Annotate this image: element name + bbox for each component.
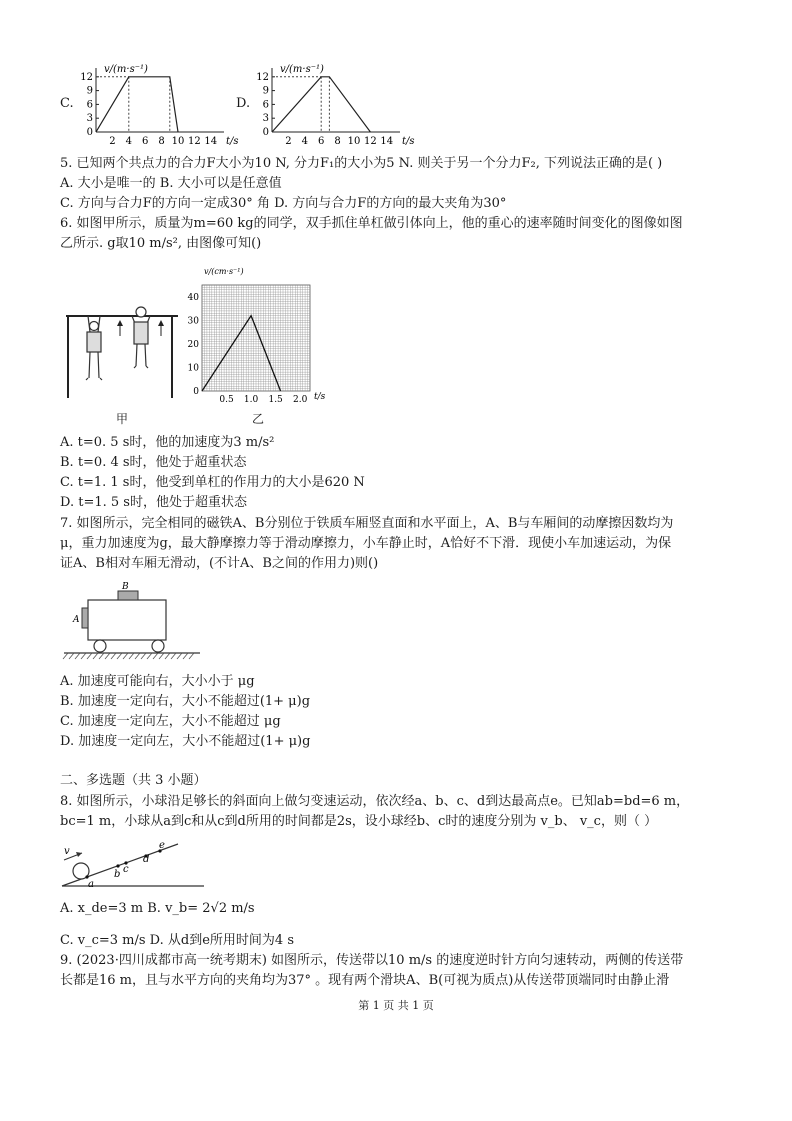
q7-stem-3: 证A、B相对车厢无滑动，(不计A、B之间的作用力)则(): [60, 556, 379, 571]
incline-label-v: v: [64, 846, 70, 857]
q6-option-c: C. t=1. 1 s时，他受到单杠的作用力的大小是620 N: [60, 475, 365, 490]
graph-c-xtick: 6: [142, 136, 149, 147]
ground-hatch-line: [135, 653, 140, 659]
q7-option-c: C. 加速度一定向左，大小不能超过 μg: [60, 714, 281, 729]
q6-option-d: D. t=1. 5 s时，他处于超重状态: [60, 495, 247, 510]
graph-d-xlabel: t/s: [402, 136, 415, 147]
option-c-label: C.: [60, 96, 74, 111]
q6-xtick: 2.0: [293, 395, 308, 405]
graph-d-xtick: 2: [285, 136, 292, 147]
graph-d-xtick: 12: [364, 136, 377, 147]
q5-stem: 5. 已知两个共点力的合力F大小为10 N, 分力F₁的大小为5 N. 则关于另一个分力F₂, 下列说法正确的是( ): [60, 156, 663, 171]
q7-option-b: B. 加速度一定向右，大小不能超过(1+ μ)g: [60, 694, 311, 709]
ground-hatch-line: [129, 653, 134, 659]
graph-c-ytick: 6: [86, 99, 93, 111]
q8-stem-1: 8. 如图所示，小球沿足够长的斜面向上做匀变速运动，依次经a、b、c、d到达最高点e。已知ab=bd=6 m，: [60, 794, 690, 809]
graph-d-xtick: 8: [334, 136, 341, 147]
ground-hatch-line: [99, 653, 104, 659]
graph-c-ytick: 12: [80, 71, 93, 83]
graph-c-xtick: 12: [188, 136, 201, 147]
q6-vt-graph: [186, 265, 336, 420]
ground-hatch-line: [111, 653, 116, 659]
q5-options-cd: C. 方向与合力F的方向一定成30° 角 D. 方向与合力F的方向的最大夹角为30°: [60, 196, 507, 211]
graph-d-ytick: 6: [262, 99, 269, 111]
q7-option-d: D. 加速度一定向左，大小不能超过(1+ μ)g: [60, 734, 311, 749]
section-heading-multi-choice: 二、多选题（共 3 小题）: [60, 773, 207, 788]
graph-c-line: [96, 77, 178, 132]
q8-options-ab: A. x_de=3 m B. v_b= 2√2 m/s: [60, 901, 255, 916]
graph-d-xtick: 10: [347, 136, 361, 147]
ground-hatch-line: [171, 653, 176, 659]
ground-hatch-line: [81, 653, 86, 659]
graph-c-xtick: 10: [171, 136, 185, 147]
q8-stem-2: bc=1 m，小球从a到c和从c到d所用的时间都是2s，设小球经b、c时的速度分别为 v_b、 v_c，则（ ）: [60, 814, 658, 829]
graph-d-ytick: 0: [262, 127, 269, 138]
graph-c-ylabel: v/(m·s⁻¹): [104, 64, 148, 75]
incline-label-c: c: [123, 864, 129, 875]
graph-d-xtick: 6: [318, 136, 325, 147]
ground-hatch-line: [183, 653, 188, 659]
graph-d-ytick: 9: [262, 85, 269, 97]
q6-ytick: 20: [187, 339, 199, 350]
q6-ytick: 30: [187, 316, 199, 327]
graph-c-xtick: 14: [204, 136, 218, 147]
q6-ytick: 10: [187, 363, 199, 374]
velocity-graph-c: [80, 58, 260, 150]
option-d-label: D.: [236, 96, 251, 111]
q9-stem-1: 9. (2023·四川成都市高一统考期末) 如图所示，传送带以10 m/s 的速度逆时针方向匀速转动，两侧的传送带: [60, 953, 684, 968]
figure-yi-caption: 乙: [252, 412, 265, 426]
q7-option-a: A. 加速度可能向右，大小小于 μg: [60, 674, 255, 689]
ground-hatch-line: [75, 653, 80, 659]
q6-xtick: 0.5: [219, 395, 234, 405]
graph-d-ytick: 12: [256, 71, 269, 83]
q7-stem-1: 7. 如图所示，完全相同的磁铁A、B分别位于铁质车厢竖直面和水平面上，A、B与车厢间的动摩擦因数均为: [60, 516, 674, 531]
q9-stem-2: 长都是16 m，且与水平方向的夹角均为37° 。现有两个滑块A、B(可视为质点)从传送带顶端同时由静止滑: [60, 973, 670, 988]
ground-hatch-line: [159, 653, 164, 659]
graph-c-xtick: 8: [158, 136, 165, 147]
incline-label-e: e: [159, 840, 165, 851]
ground-hatch-line: [189, 653, 194, 659]
q6-ytick: 0: [193, 387, 199, 397]
q6-xtick: 1.0: [243, 395, 259, 405]
q6-option-b: B. t=0. 4 s时，他处于超重状态: [60, 455, 247, 470]
q6-graph-ylabel: v/(cm·s⁻¹): [204, 267, 244, 276]
graph-c-xtick: 4: [125, 136, 132, 147]
q6-graph-xlabel: t/s: [314, 392, 326, 402]
q6-stem-1: 6. 如图甲所示，质量为m=60 kg的同学，双手抓住单杠做引体向上，他的重心的速率随时间变化的图像如图: [60, 216, 683, 231]
pullup-figure: [60, 300, 190, 400]
ground-hatch-line: [123, 653, 128, 659]
ground-hatch-line: [63, 653, 68, 659]
graph-c-ytick: 9: [86, 85, 93, 97]
q5-options-ab: A. 大小是唯一的 B. 大小可以是任意值: [60, 176, 282, 191]
q8-options-cd: C. v_c=3 m/s D. 从d到e所用时间为4 s: [60, 933, 294, 948]
graph-c-ytick: 0: [86, 127, 93, 138]
velocity-graph-d: [256, 58, 436, 150]
ground-hatch-line: [105, 653, 110, 659]
q6-stem-2: 乙所示. g取10 m/s², 由图像可知(): [60, 236, 262, 251]
graph-c-xtick: 2: [109, 136, 116, 147]
incline-label-a: a: [88, 879, 94, 890]
graph-c-xlabel: t/s: [226, 136, 239, 147]
magnet-b-label: B: [122, 582, 129, 592]
cart-figure: [60, 580, 210, 660]
graph-d-ytick: 3: [262, 113, 269, 125]
ground-hatch-line: [165, 653, 170, 659]
q6-xtick: 1.5: [268, 395, 283, 405]
ground-hatch-line: [93, 653, 98, 659]
ground-hatch-line: [147, 653, 152, 659]
graph-d-xtick: 14: [380, 136, 394, 147]
incline-figure: [60, 838, 210, 890]
ground-hatch-line: [153, 653, 158, 659]
figure-jia-caption: 甲: [116, 412, 129, 426]
ground-hatch-line: [141, 653, 146, 659]
magnet-a-label: A: [73, 615, 80, 625]
page-footer: 第 1 页 共 1 页: [358, 999, 434, 1012]
graph-d-ylabel: v/(m·s⁻¹): [280, 64, 324, 75]
incline-label-b: b: [114, 869, 121, 880]
incline-label-d: d: [143, 854, 150, 865]
graph-d-xtick: 4: [301, 136, 308, 147]
ground-hatch-line: [69, 653, 74, 659]
q7-stem-2: μ，重力加速度为g，最大静摩擦力等于滑动摩擦力，小车静止时，A恰好不下滑．现使小车加速运动，为保: [60, 536, 672, 551]
graph-c-ytick: 3: [86, 113, 93, 125]
ground-hatch-line: [87, 653, 92, 659]
q6-ytick: 40: [187, 292, 199, 303]
ground-hatch-line: [177, 653, 182, 659]
q6-option-a: A. t=0. 5 s时，他的加速度为3 m/s²: [60, 435, 275, 450]
ground-hatch-line: [117, 653, 122, 659]
